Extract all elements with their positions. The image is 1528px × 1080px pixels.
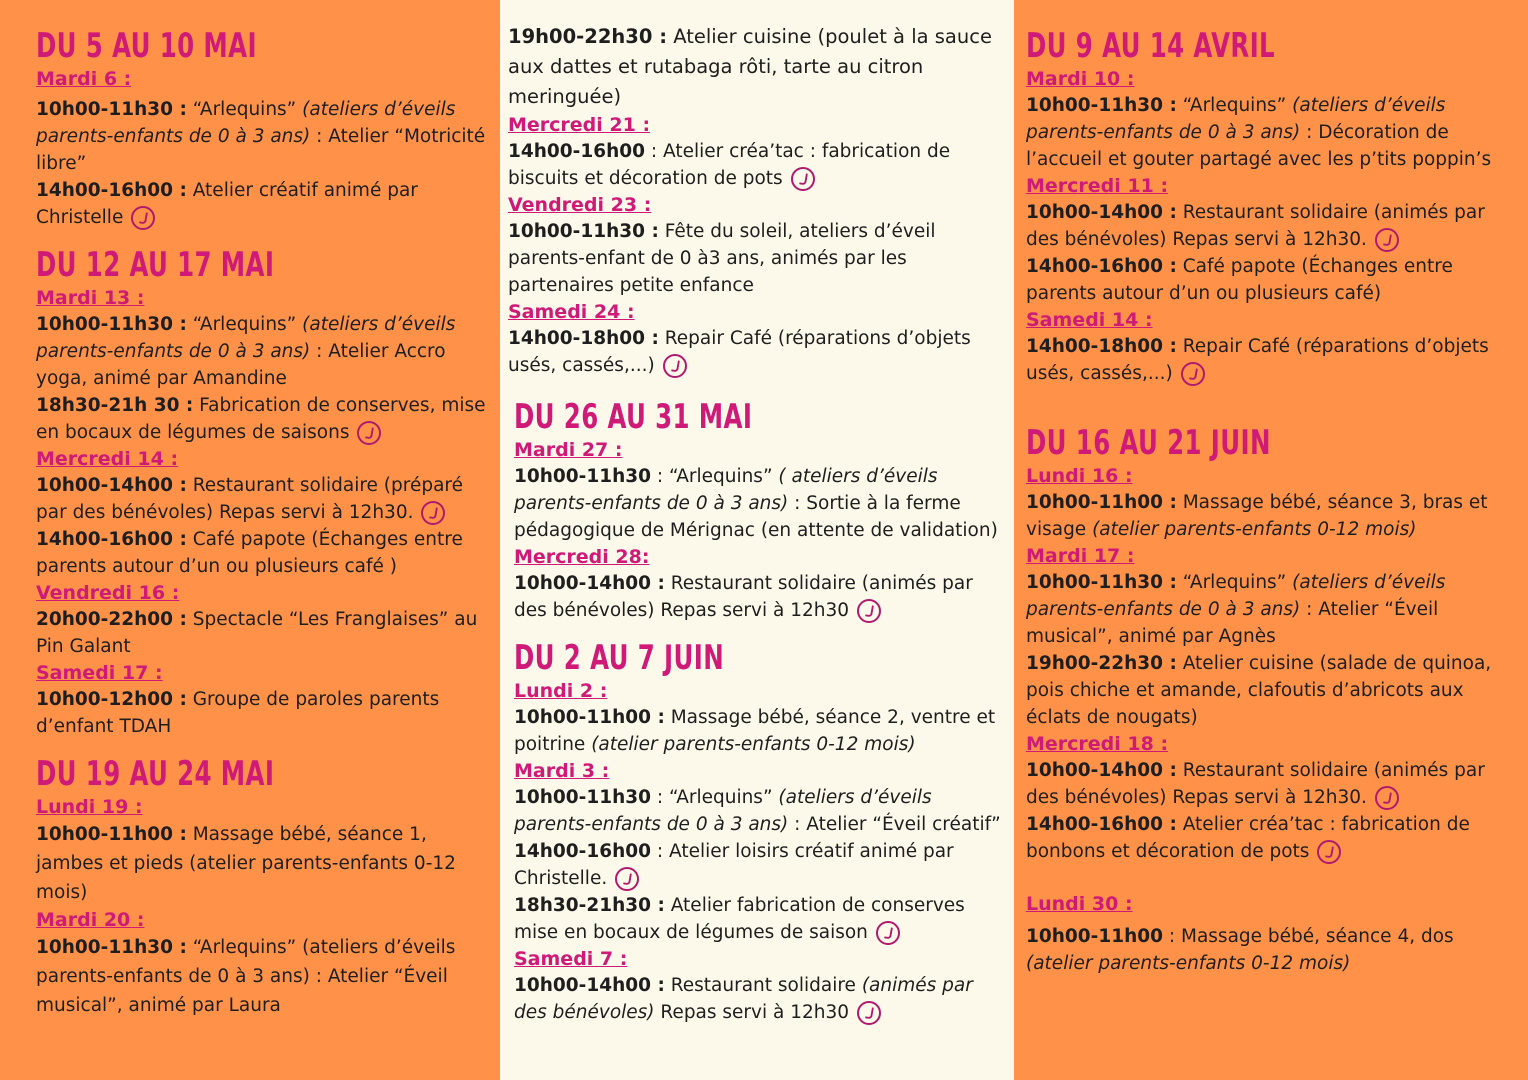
day-label: Mardi 6 : — [36, 68, 132, 90]
event-entry: 10h00-14h00 : Restaurant solidaire (animés par des bénévoles) Repas servi à 12h30 — [514, 573, 973, 621]
day-label: Mercredi 28: — [514, 546, 650, 568]
column-left — [0, 0, 500, 1080]
week-title: DU 5 AU 10 MAI — [36, 26, 257, 66]
event-entry: 10h00-14h00 : Restaurant solidaire (animés par des bénévoles) Repas servi à 12h30. — [1026, 202, 1485, 250]
event-entry: 18h30-21h 30 : Fabrication de conserves, mise en bocaux de légumes de saisons — [36, 395, 486, 443]
day-label: Mercredi 11 : — [1026, 175, 1169, 197]
day-label: Vendredi 16 : — [36, 582, 180, 604]
phone-icon — [663, 354, 687, 378]
event-entry: 10h00-11h30 : “Arlequins” (ateliers d’éveils parents-enfants de 0 à 3 ans) : Atelier “Motricité libre” — [36, 99, 486, 174]
day-label: Samedi 7 : — [514, 948, 628, 970]
event-entry: 10h00-11h30 : “Arlequins” (ateliers d’éveils parents-enfants de 0 à 3 ans) : Atelier “Éveil créatif” — [514, 787, 1001, 835]
event-entry: 14h00-18h00 : Repair Café (réparations d’objets usés, cassés,...) — [508, 328, 971, 376]
event-entry: 19h00-22h30 : Atelier cuisine (poulet à la sauce aux dattes et rutabaga rôti, tarte au citron meringuée) — [508, 25, 992, 108]
phone-icon — [857, 1001, 881, 1025]
phone-icon — [1181, 362, 1205, 386]
event-entry: 10h00-11h00 : Massage bébé, séance 2, ventre et poitrine (atelier parents-enfants 0-12 mois) — [514, 707, 996, 755]
event-entry: 10h00-11h30 : “Arlequins” (ateliers d’éveils parents-enfants de 0 à 3 ans) : Atelier Accro yoga, animé par Amandine — [36, 314, 456, 389]
event-entry: 18h30-21h30 : Atelier fabrication de conserves mise en bocaux de légumes de saison — [514, 895, 965, 943]
week-title: DU 9 AU 14 AVRIL — [1026, 26, 1276, 66]
event-entry: 10h00-11h00 : Massage bébé, séance 4, dos (atelier parents-enfants 0-12 mois) — [1026, 926, 1454, 974]
event-entry: 10h00-14h00 : Restaurant solidaire (animés par des bénévoles) Repas servi à 12h30 — [514, 975, 973, 1023]
column-right — [1014, 0, 1528, 1080]
phone-icon — [1317, 840, 1341, 864]
day-label: Lundi 30 : — [1026, 893, 1133, 915]
day-label: Lundi 19 : — [36, 796, 143, 818]
day-label: Mercredi 18 : — [1026, 733, 1169, 755]
day-label: Mardi 13 : — [36, 287, 145, 309]
phone-icon — [357, 421, 381, 445]
day-label: Mercredi 14 : — [36, 448, 179, 470]
event-entry: 10h00-11h30 : “Arlequins” (ateliers d’éveils parents-enfants de 0 à 3 ans) : Atelier “Éveil musical”, animé par Agnès — [1026, 572, 1446, 647]
week-title: DU 16 AU 21 JUIN — [1026, 423, 1271, 463]
week-title: DU 26 AU 31 MAI — [514, 397, 753, 437]
week-title: DU 19 AU 24 MAI — [36, 754, 275, 794]
day-label: Mardi 27 : — [514, 439, 623, 461]
event-entry: 10h00-11h30 : “Arlequins” ( ateliers d’éveils parents-enfants de 0 à 3 ans) : Sortie à la ferme pédagogique de Mérignac (en attente de validation) — [514, 466, 998, 541]
phone-icon — [421, 501, 445, 525]
event-entry: 14h00-16h00 : Atelier loisirs créatif animé par Christelle. — [514, 841, 954, 889]
phone-icon — [615, 867, 639, 891]
event-entry: 10h00-12h00 : Groupe de paroles parents d’enfant TDAH — [36, 689, 440, 737]
phone-icon — [791, 167, 815, 191]
event-entry: 19h00-22h30 : Atelier cuisine (salade de quinoa, pois chiche et amande, clafoutis d’abricots aux éclats de nougats) — [1026, 653, 1492, 728]
day-label: Lundi 2 : — [514, 680, 608, 702]
phone-icon — [1375, 228, 1399, 252]
phone-icon — [876, 921, 900, 945]
day-label: Lundi 16 : — [1026, 465, 1133, 487]
event-entry: 14h00-16h00 : Atelier créatif animé par Christelle — [36, 180, 418, 228]
event-entry: 10h00-11h30 : “Arlequins” (ateliers d’éveils parents-enfants de 0 à 3 ans) : Atelier “Éveil musical”, animé par Laura — [36, 937, 456, 1016]
event-entry: 20h00-22h00 : Spectacle “Les Franglaises” au Pin Galant — [36, 609, 478, 657]
event-entry: 14h00-16h00 : Café papote (Échanges entre parents autour d’un ou plusieurs café) — [1026, 256, 1453, 304]
day-label: Samedi 24 : — [508, 301, 635, 323]
week-title: DU 12 AU 17 MAI — [36, 245, 275, 285]
event-entry: 14h00-16h00 : Café papote (Échanges entre parents autour d’un ou plusieurs café ) — [36, 529, 463, 577]
event-entry: 14h00-16h00 : Atelier créa’tac : fabrication de biscuits et décoration de pots — [508, 141, 951, 189]
week-title: DU 2 AU 7 JUIN — [514, 638, 725, 678]
day-label: Mardi 3 : — [514, 760, 610, 782]
event-entry: 14h00-18h00 : Repair Café (réparations d’objets usés, cassés,...) — [1026, 336, 1489, 384]
day-label: Mardi 20 : — [36, 909, 145, 931]
phone-icon — [131, 206, 155, 230]
event-entry: 10h00-14h00 : Restaurant solidaire (préparé par des bénévoles) Repas servi à 12h30. — [36, 475, 464, 523]
day-label: Samedi 14 : — [1026, 309, 1153, 331]
day-label: Vendredi 23 : — [508, 194, 652, 216]
phone-icon — [857, 599, 881, 623]
day-label: Samedi 17 : — [36, 662, 163, 684]
day-label: Mercredi 21 : — [508, 114, 651, 136]
event-entry: 14h00-16h00 : Atelier créa’tac : fabrication de bonbons et décoration de pots — [1026, 814, 1470, 862]
event-entry: 10h00-11h30 : “Arlequins” (ateliers d’éveils parents-enfants de 0 à 3 ans) : Décoration de l’accueil et gouter partagé avec les p’tits poppin’s — [1026, 95, 1492, 170]
event-entry: 10h00-11h30 : Fête du soleil, ateliers d’éveil parents-enfant de 0 à3 ans, animés par les partenaires petite enfance — [508, 221, 936, 296]
event-entry: 10h00-11h00 : Massage bébé, séance 3, bras et visage (atelier parents-enfants 0-12 mois) — [1026, 492, 1488, 540]
event-entry: 10h00-14h00 : Restaurant solidaire (animés par des bénévoles) Repas servi à 12h30. — [1026, 760, 1485, 808]
event-entry: 10h00-11h00 : Massage bébé, séance 1, jambes et pieds (atelier parents-enfants 0-12 mois) — [36, 824, 456, 903]
day-label: Mardi 17 : — [1026, 545, 1135, 567]
day-label: Mardi 10 : — [1026, 68, 1135, 90]
column-middle — [500, 0, 1014, 1080]
phone-icon — [1375, 786, 1399, 810]
